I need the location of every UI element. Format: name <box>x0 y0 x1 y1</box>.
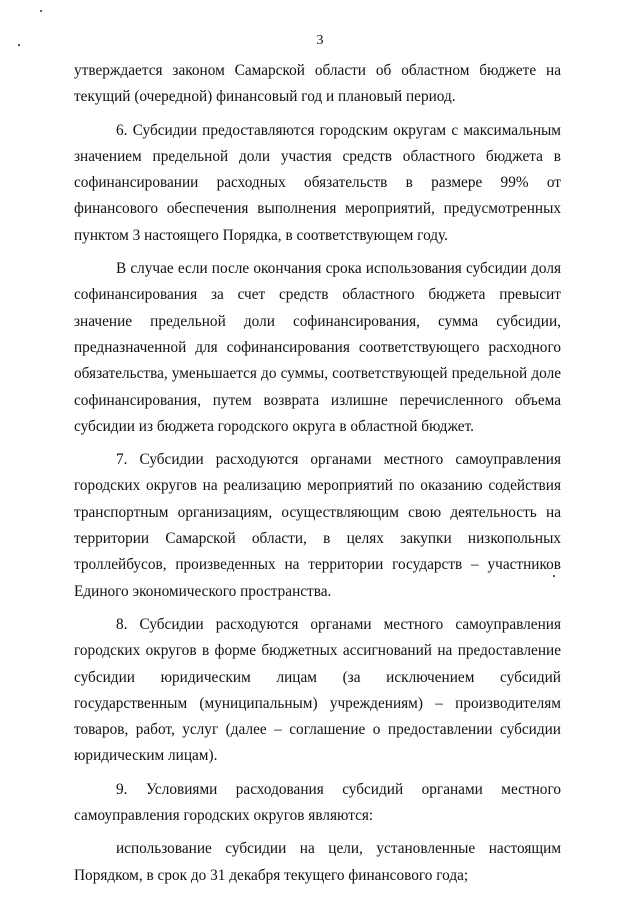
paragraph-clause-6-reduction: В случае если после окончания срока использования субсидии доля софинансирования за счет средств областного бюджета превысит значение предельной доли софинансирования, сумма субсидии, предназначенной для софинансирования соответствующего расходного обязательства, уменьшается до суммы, соответствующей предельной доле софинансирования, путем возврата излишне перечисленного объема субсидии из бюджета городского округа в областной бюджет. <box>74 260 561 435</box>
page-number: 3 <box>316 33 324 48</box>
paragraph-continuation: утверждается законом Самарской области об областном бюджете на текущий (очередной) финансовый год и плановый период. <box>74 62 561 106</box>
document-body <box>74 58 561 889</box>
paragraph-clause-8: 8. Субсидии расходуются органами местного самоуправления городских округов в форме бюджетных ассигнований на предоставление субсидии юридическим лицам (за исключением субсидий государственным (муниципальным) учреждениям) – производителям товаров, работ, услуг (далее – соглашение о предоставлении субсидии юридическим лицам). <box>74 615 561 765</box>
paragraph-clause-7: 7. Субсидии расходуются органами местного самоуправления городских округов на реализацию мероприятий по оказанию содействия транспортным организациям, осуществляющим свою деятельность на территории Самарской области, в целях закупки низкопольных троллейбусов, произведенных на территории государств – участников Единого экономического пространства. <box>74 451 561 600</box>
paragraph-clause-9-condition: использование субсидии на цели, установленные настоящим Порядком, в срок до 31 декабря текущего финансового года; <box>74 840 561 884</box>
paragraph-clause-9: 9. Условиями расходования субсидий органами местного самоуправления городских округов являются: <box>74 780 561 825</box>
paragraph-clause-6: 6. Субсидии предоставляются городским округам с максимальным значением предельной доли участия средств областного бюджета в софинансировании расходных обязательств в размере 99% от финансового обеспечения выполнения мероприятий, предусмотренных пунктом 3 настоящего Порядка, в соответствующем году. <box>74 121 561 244</box>
scan-speck <box>40 10 42 12</box>
